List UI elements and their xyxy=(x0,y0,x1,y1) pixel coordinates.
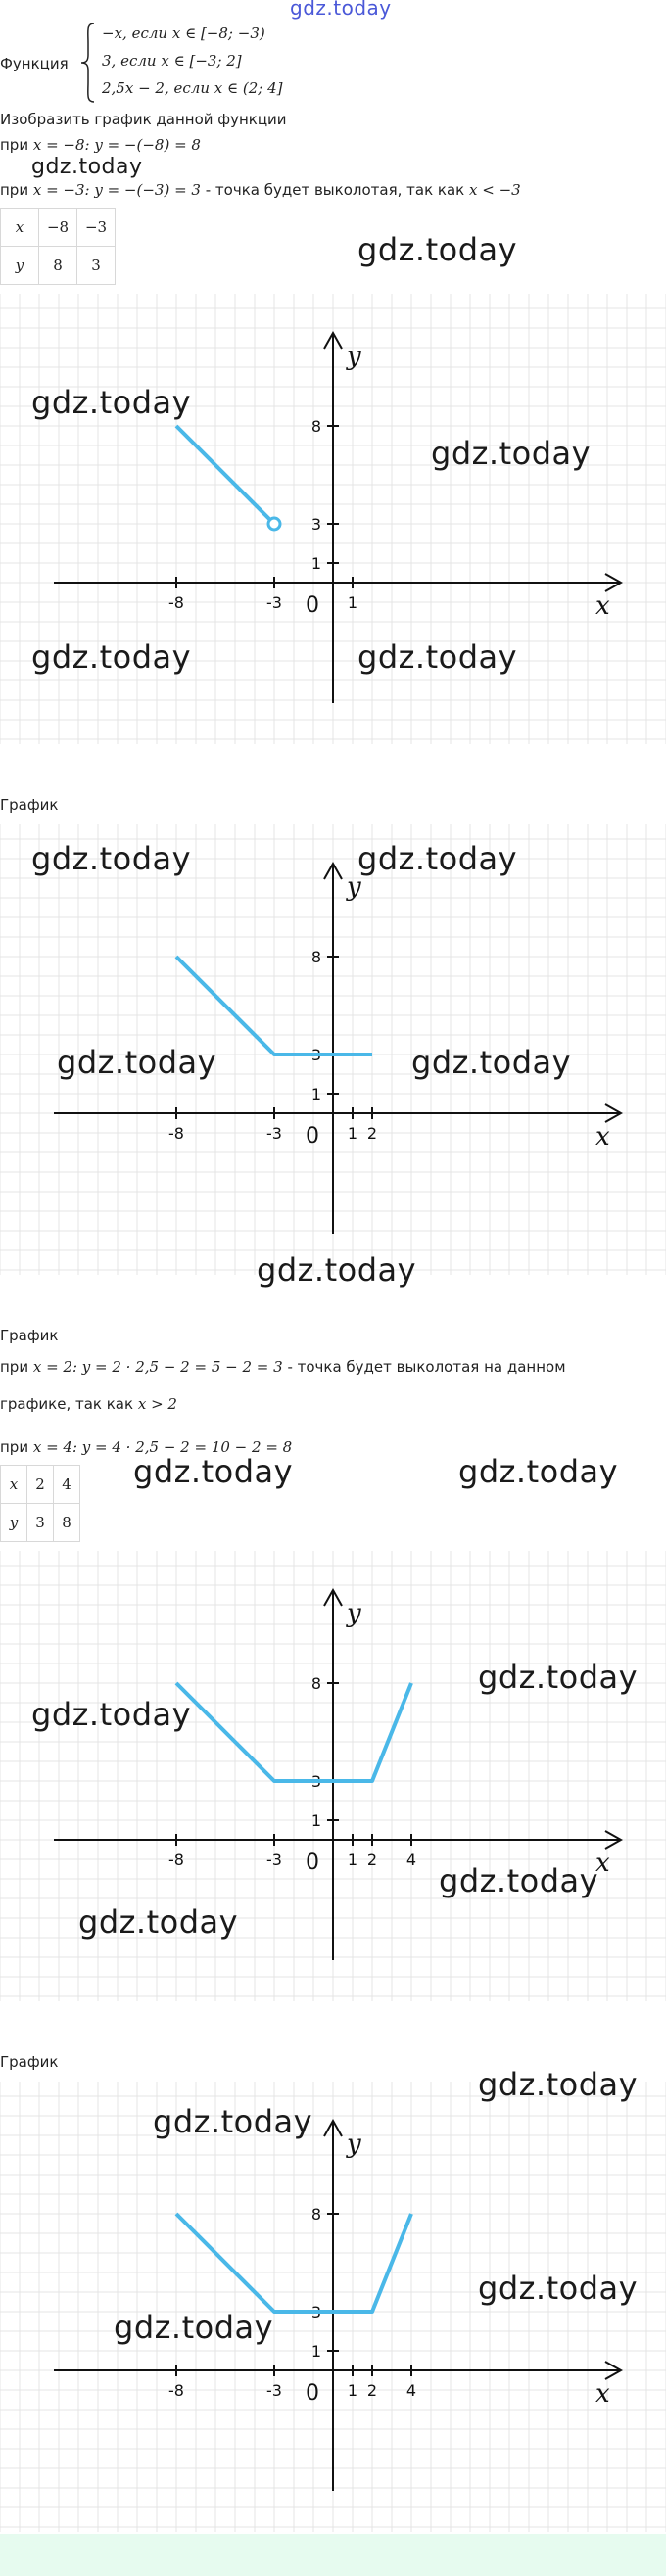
bottom-band xyxy=(0,2534,666,2576)
x-tick-label: 1 xyxy=(347,1124,358,1143)
watermark: gdz.today xyxy=(357,231,518,268)
y-tick-label: 1 xyxy=(310,1811,321,1830)
x-tick-label: 4 xyxy=(405,2381,417,2400)
x-tick-label: 1 xyxy=(347,2381,358,2400)
y-axis-label: y xyxy=(347,872,361,902)
x-tick-label: -8 xyxy=(168,2381,184,2400)
table-cell: −3 xyxy=(77,209,116,247)
function-label: Функция xyxy=(0,55,69,72)
watermark: gdz.today xyxy=(431,435,592,472)
watermark: gdz.today xyxy=(257,1251,417,1288)
case-3: 2,5x − 2, если x ∈ (2; 4] xyxy=(102,79,283,97)
y-tick-label: 8 xyxy=(310,948,321,966)
case-1: −x, если x ∈ [−8; −3) xyxy=(102,24,265,42)
task-text: Изобразить график данной функции xyxy=(0,111,287,128)
y-tick-label: 8 xyxy=(310,417,321,436)
watermark: gdz.today xyxy=(31,384,192,421)
x-axis-label: x xyxy=(595,1849,610,1878)
case-2: 3, если x ∈ [−3; 2] xyxy=(102,52,242,70)
graph-1-svg xyxy=(0,294,666,744)
watermark: gdz.today xyxy=(478,1659,639,1696)
x-tick-label: -8 xyxy=(168,593,184,612)
table-cell: 2 xyxy=(27,1466,54,1504)
x-tick-label: 2 xyxy=(366,2381,378,2400)
watermark: gdz.today xyxy=(31,840,192,877)
y-tick-label: 8 xyxy=(310,1674,321,1693)
y-tick-label: 3 xyxy=(310,515,321,534)
y-tick-label: 1 xyxy=(310,1085,321,1103)
watermark: gdz.today xyxy=(478,2066,639,2103)
x-tick-label: 1 xyxy=(347,593,358,612)
x-tick-label: 2 xyxy=(366,1124,378,1143)
x-tick-label: -3 xyxy=(266,593,282,612)
table-cell: 3 xyxy=(77,247,116,285)
origin-label: 0 xyxy=(306,1850,319,1875)
table-cell: −8 xyxy=(39,209,77,247)
graph-4 xyxy=(0,2082,666,2532)
watermark-top: gdz.today xyxy=(290,0,392,20)
table-cell: 3 xyxy=(27,1504,54,1542)
y-tick-label: 3 xyxy=(310,1046,321,1064)
watermark: gdz.today xyxy=(458,1453,619,1490)
y-axis-label: y xyxy=(347,1599,361,1628)
x-tick-label: -8 xyxy=(168,1124,184,1143)
value-table-1 xyxy=(0,208,116,285)
watermark: gdz.today xyxy=(57,1044,217,1081)
y-tick-label: 3 xyxy=(310,1772,321,1791)
watermark: gdz.today xyxy=(411,1044,572,1081)
watermark: gdz.today xyxy=(439,1862,599,1899)
x-axis-label: x xyxy=(595,1122,610,1151)
table-cell: 8 xyxy=(54,1504,80,1542)
watermark: gdz.today xyxy=(78,1903,239,1941)
calc-line-1: при x = −8: y = −(−8) = 8 xyxy=(0,136,201,154)
x-tick-label: -3 xyxy=(266,2381,282,2400)
origin-label: 0 xyxy=(306,1124,319,1148)
origin-label: 0 xyxy=(306,593,319,618)
x-tick-label: -3 xyxy=(266,1850,282,1869)
table-header-x: x xyxy=(1,1466,27,1504)
calc-line-3: при x = 2: y = 2 · 2,5 − 2 = 5 − 2 = 3 - точка будет выколотая на данном xyxy=(0,1358,566,1376)
y-axis-label: y xyxy=(347,2130,361,2159)
x-tick-label: -8 xyxy=(168,1850,184,1869)
x-axis-label: x xyxy=(595,2379,610,2409)
graph-1 xyxy=(0,294,666,744)
watermark: gdz.today xyxy=(478,2270,639,2307)
section-2-label: График xyxy=(0,796,59,814)
watermark: gdz.today xyxy=(31,155,143,179)
x-tick-label: 1 xyxy=(347,1850,358,1869)
watermark: gdz.today xyxy=(31,1696,192,1733)
x-tick-label: -3 xyxy=(266,1124,282,1143)
table-header-y: y xyxy=(1,247,39,285)
table-header-x: x xyxy=(1,209,39,247)
y-tick-label: 8 xyxy=(310,2205,321,2224)
calc-line-4: при x = 4: y = 4 · 2,5 − 2 = 10 − 2 = 8 xyxy=(0,1438,293,1456)
watermark: gdz.today xyxy=(357,840,518,877)
table-cell: 4 xyxy=(54,1466,80,1504)
piecewise-brace xyxy=(78,22,98,108)
y-axis-label: y xyxy=(347,342,361,371)
watermark: gdz.today xyxy=(153,2103,313,2140)
x-tick-label: 2 xyxy=(366,1850,378,1869)
calc-line-3b: графике, так как x > 2 xyxy=(0,1395,177,1413)
x-tick-label: 4 xyxy=(405,1850,417,1869)
section-4-label: График xyxy=(0,2053,59,2071)
y-tick-label: 1 xyxy=(310,554,321,573)
y-tick-label: 1 xyxy=(310,2342,321,2361)
series-line xyxy=(176,426,274,524)
watermark: gdz.today xyxy=(133,1453,294,1490)
watermark: gdz.today xyxy=(114,2309,274,2346)
open-point xyxy=(268,518,280,530)
watermark: gdz.today xyxy=(357,638,518,676)
calc-line-2: при x = −3: y = −(−3) = 3 - точка будет выколотая, так как x < −3 xyxy=(0,181,521,199)
section-3-label: График xyxy=(0,1327,59,1344)
origin-label: 0 xyxy=(306,2381,319,2406)
table-header-y: y xyxy=(1,1504,27,1542)
y-tick-label: 3 xyxy=(310,2303,321,2321)
x-axis-label: x xyxy=(595,591,610,621)
watermark: gdz.today xyxy=(31,638,192,676)
table-cell: 8 xyxy=(39,247,77,285)
value-table-2 xyxy=(0,1465,80,1542)
graph-4-svg xyxy=(0,2082,666,2532)
